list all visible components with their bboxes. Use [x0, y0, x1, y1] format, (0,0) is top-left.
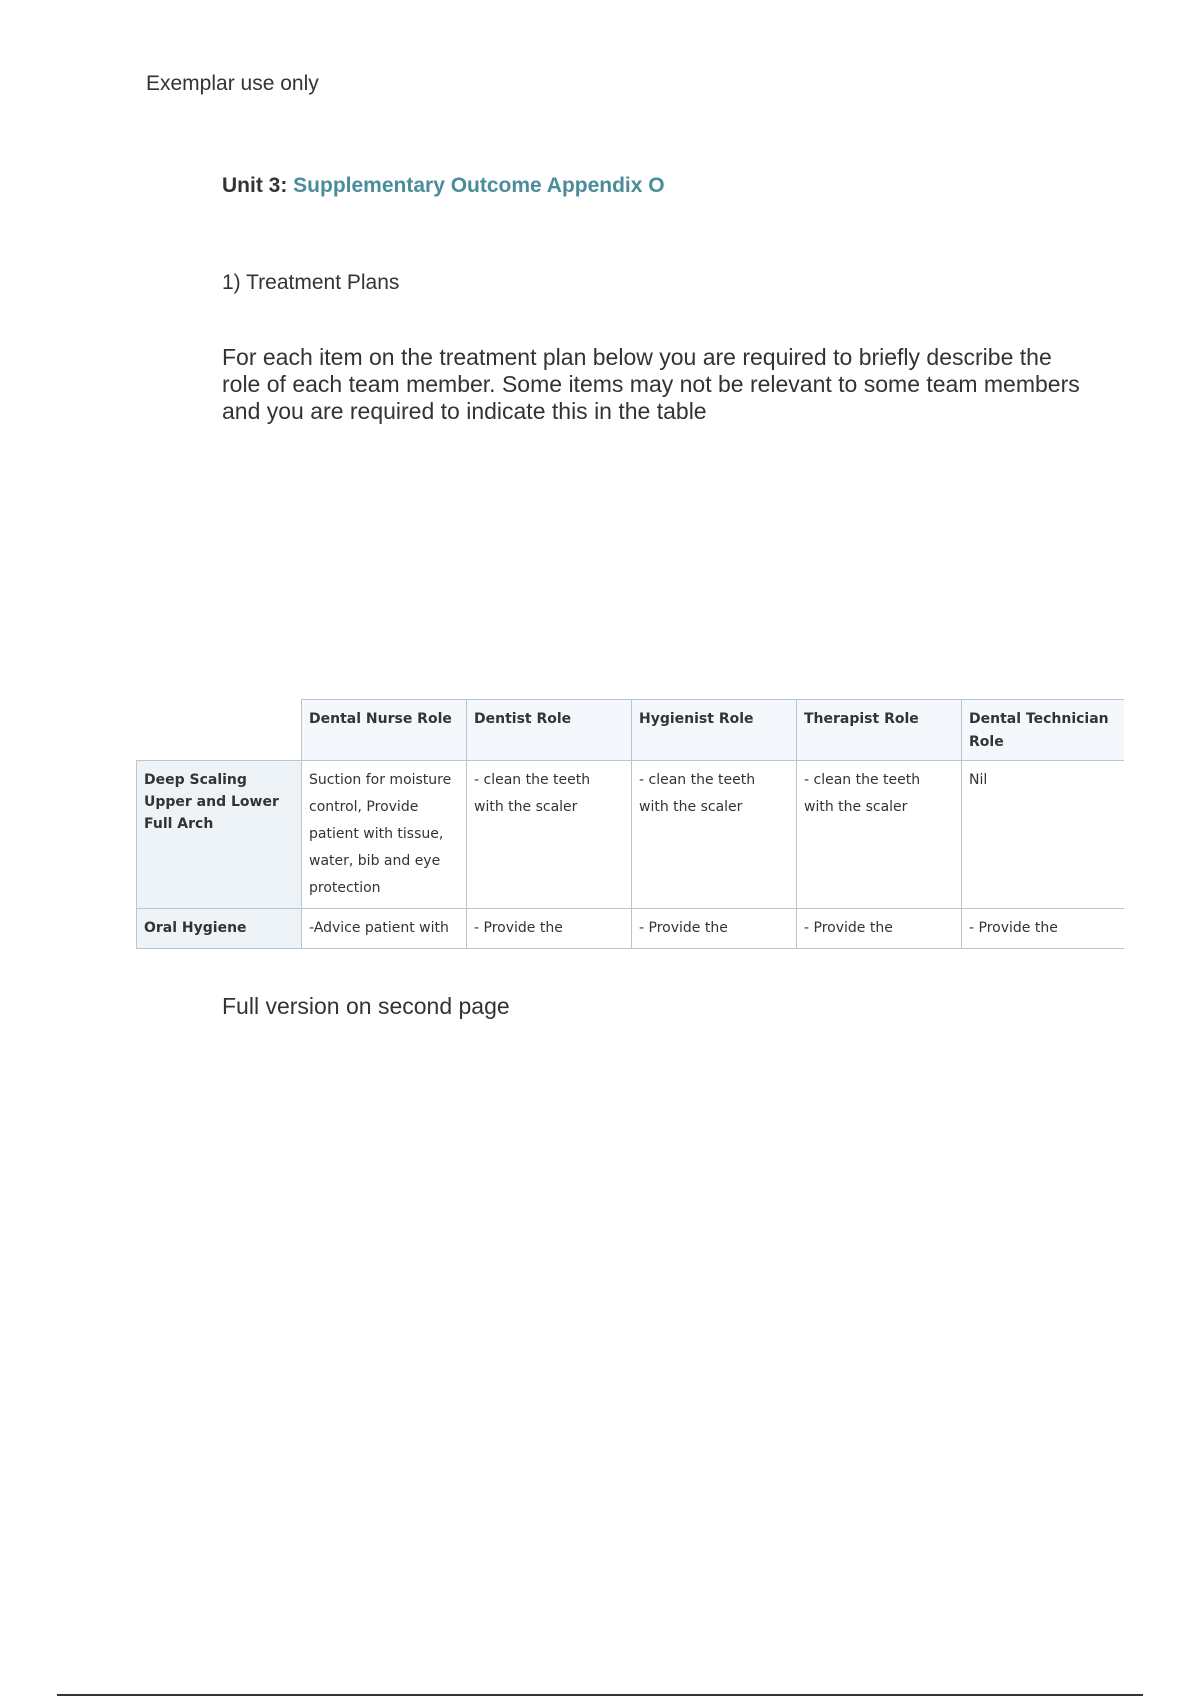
table-cell: - Provide the — [467, 909, 632, 949]
table-cell: - Provide the — [962, 909, 1125, 949]
column-header-hygienist: Hygienist Role — [632, 700, 797, 761]
table-row — [137, 761, 1125, 909]
table-row — [137, 909, 1125, 949]
table-cell: Nil — [962, 761, 1125, 909]
page-bottom-rule — [57, 1694, 1143, 1696]
table-cell: - Provide the — [797, 909, 962, 949]
instructions-paragraph: For each item on the treatment plan below you are required to briefly describe the role of each team member. Some items may not be relevant to some team members and you are required to indicate this in the table — [222, 344, 1080, 424]
unit-heading — [222, 174, 665, 198]
treatment-plan-table-container — [136, 699, 1124, 964]
unit-title: Supplementary Outcome Appendix O — [293, 174, 665, 197]
column-header-dental-nurse: Dental Nurse Role — [302, 700, 467, 761]
column-header-dental-technician: Dental Technician Role — [962, 700, 1125, 761]
table-cell: Suction for moisture control, Provide patient with tissue, water, bib and eye protection — [302, 761, 467, 909]
treatment-plan-table — [136, 699, 1124, 949]
section-title: 1) Treatment Plans — [222, 271, 400, 294]
table-corner-cell — [137, 700, 302, 761]
table-cell: - clean the teeth with the scaler — [797, 761, 962, 909]
exemplar-note: Exemplar use only — [146, 72, 319, 95]
table-cell: -Advice patient with — [302, 909, 467, 949]
row-header-deep-scaling: Deep Scaling Upper and Lower Full Arch — [137, 761, 302, 909]
unit-prefix: Unit 3: — [222, 174, 288, 197]
table-header-row — [137, 700, 1125, 761]
column-header-dentist: Dentist Role — [467, 700, 632, 761]
table-cell: - Provide the — [632, 909, 797, 949]
table-cell: - clean the teeth with the scaler — [467, 761, 632, 909]
row-header-oral-hygiene: Oral Hygiene — [137, 909, 302, 949]
footer-note: Full version on second page — [222, 993, 510, 1019]
table-cell: - clean the teeth with the scaler — [632, 761, 797, 909]
column-header-therapist: Therapist Role — [797, 700, 962, 761]
